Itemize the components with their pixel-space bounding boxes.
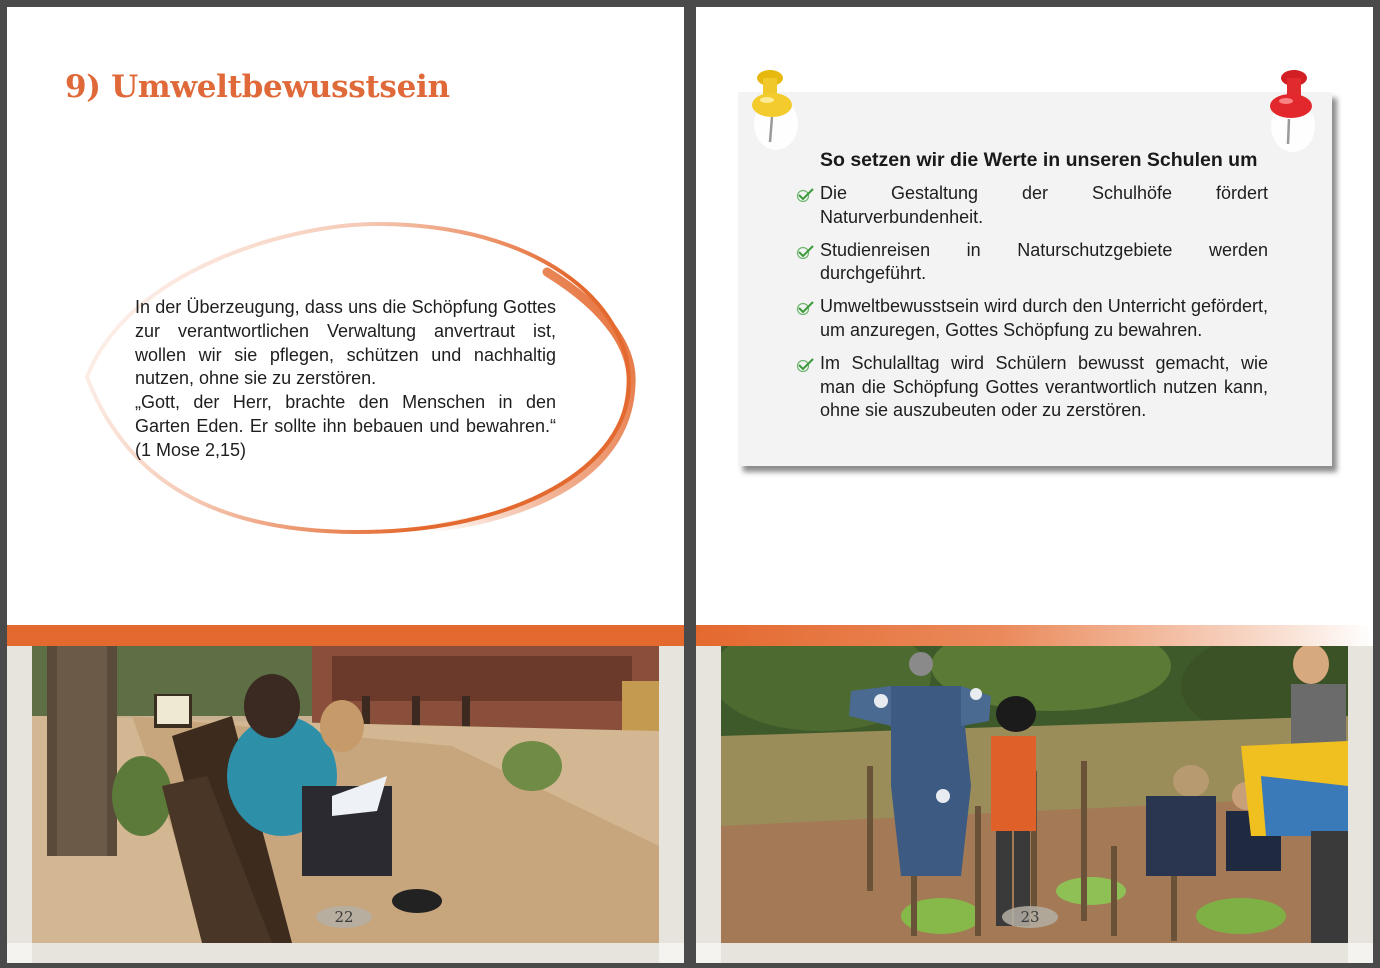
photo-fade [659, 646, 684, 963]
photo-fade [7, 646, 32, 963]
yellow-pushpin-icon [748, 62, 808, 152]
orange-band [696, 625, 1373, 646]
list-item [796, 352, 1268, 423]
list-item-text: Umweltbewusstsein wird durch den Unterricht gefördert, um anzuregen, Gottes Schöpfung zu bewahren. [820, 296, 1268, 340]
chapter-title: 9) Umweltbewusstsein [65, 69, 450, 105]
check-icon [796, 358, 814, 372]
note-list [796, 182, 1268, 432]
photo-fade [7, 943, 684, 963]
left-page [7, 7, 684, 963]
right-page [696, 7, 1373, 963]
orange-band [7, 625, 684, 646]
photo-fade [696, 646, 721, 963]
note-heading: So setzen wir die Werte in unseren Schulen um [820, 149, 1258, 171]
check-icon [796, 188, 814, 202]
photo-garden-image [721, 646, 1348, 943]
photo-fade [696, 943, 1373, 963]
list-item [796, 182, 1268, 230]
red-pushpin-icon [1259, 64, 1321, 154]
photo-schoolyard-image [32, 646, 659, 943]
quote-paragraph: In der Überzeugung, dass uns die Schöpfung Gottes zur verantwortlichen Verwaltung anvertraut ist, wollen wir sie pflegen, schützen und nachhaltig nutzen, ohne sie zu zerstören. [135, 297, 556, 389]
check-icon [796, 301, 814, 315]
page-number: 23 [1002, 906, 1058, 928]
list-item [796, 239, 1268, 287]
list-item-text: Die Gestaltung der Schulhöfe fördert Naturverbundenheit. [820, 183, 1268, 227]
photo-fade [1348, 646, 1373, 963]
page-number: 22 [316, 906, 372, 928]
list-item-text: Im Schulalltag wird Schülern bewusst gemacht, wie man die Schöpfung Gottes verantwortlich nutzen kann, ohne sie auszubeuten oder zu zerstören. [820, 352, 1268, 421]
list-item [796, 295, 1268, 343]
quote-text [135, 296, 556, 463]
list-item-text: Studienreisen in Naturschutzgebiete werden durchgeführt. [820, 239, 1268, 284]
check-icon [796, 245, 814, 259]
bible-quote: „Gott, der Herr, brachte den Menschen in den Garten Eden. Er sollte ihn bebauen und bewahren.“ (1 Mose 2,15) [135, 392, 556, 460]
